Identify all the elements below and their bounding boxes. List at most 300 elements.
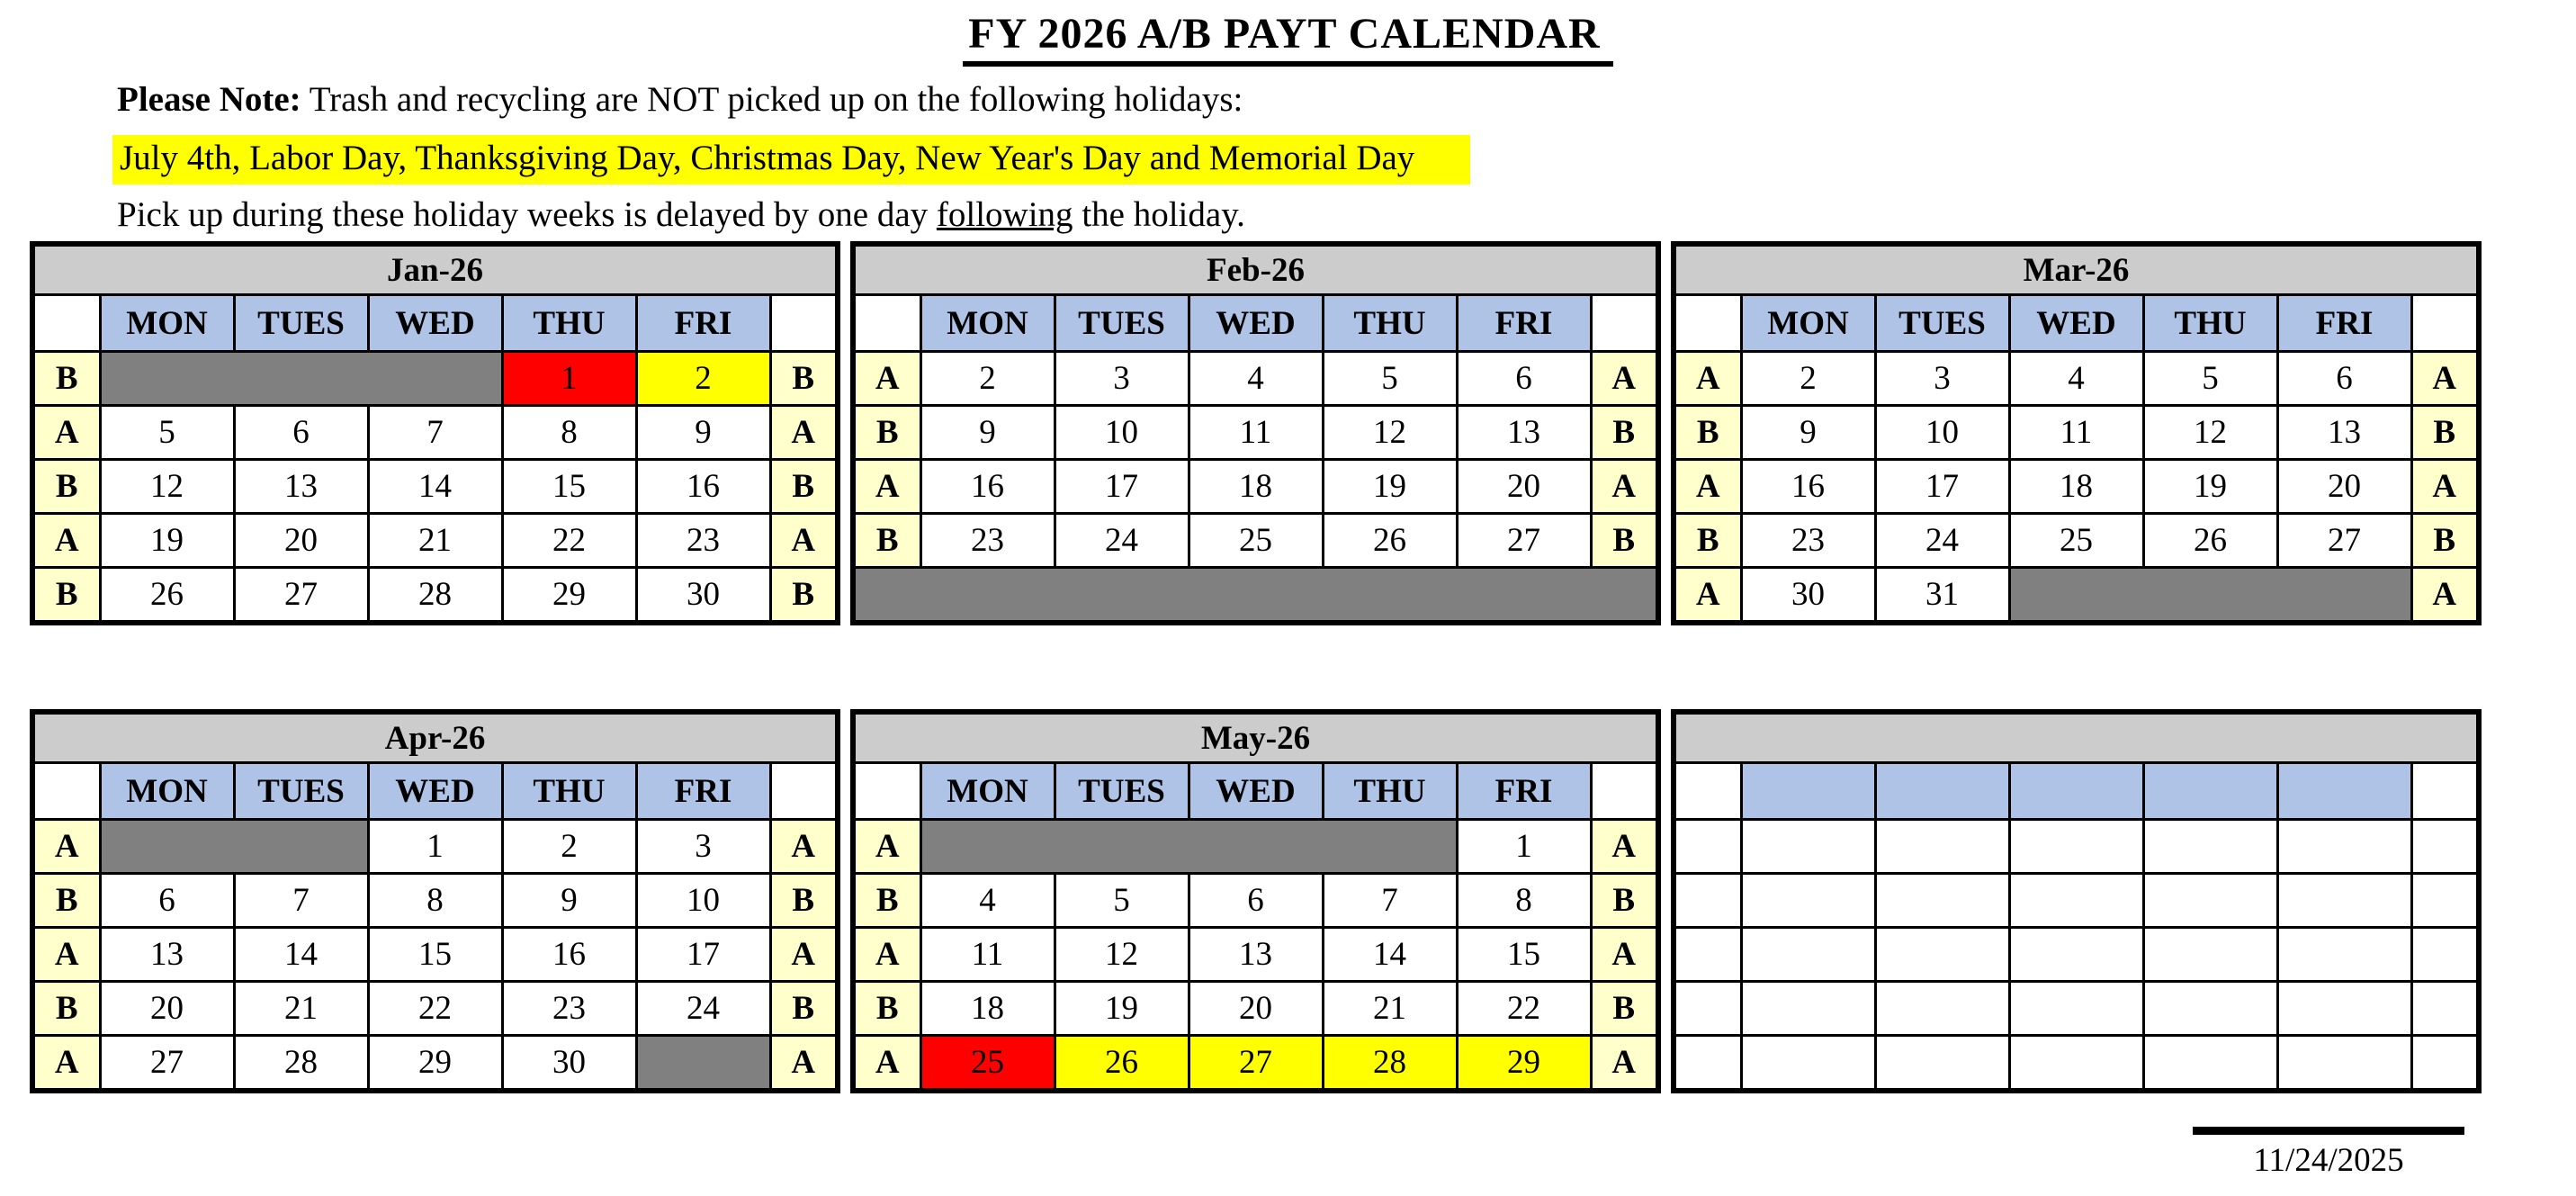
day-cell — [2143, 820, 2277, 874]
day-cell: 2 — [502, 820, 636, 874]
week-label: A — [770, 928, 838, 982]
day-cell — [2277, 1036, 2411, 1092]
week-row — [1674, 514, 2479, 568]
day-cell: 20 — [1457, 460, 1591, 514]
day-cell: 6 — [1189, 874, 1323, 928]
day-cell: 15 — [1457, 928, 1591, 982]
week-label — [2411, 820, 2479, 874]
week-label: A — [853, 1036, 920, 1092]
day-cell: 1 — [1457, 820, 1591, 874]
week-row — [32, 982, 838, 1036]
week-label: A — [2411, 460, 2479, 514]
week-label — [1674, 928, 1741, 982]
delay-text-suffix: the holiday. — [1073, 195, 1245, 234]
day-cell: 9 — [636, 406, 770, 460]
header-corner — [853, 763, 920, 820]
day-cell: 14 — [1323, 928, 1457, 982]
day-cell — [1875, 820, 2009, 874]
day-cell: 29 — [502, 568, 636, 624]
week-row — [32, 460, 838, 514]
day-header: WED — [1189, 295, 1323, 352]
header-corner — [32, 295, 100, 352]
day-header: MON — [1741, 295, 1875, 352]
week-label: B — [853, 406, 920, 460]
week-label: A — [853, 352, 920, 406]
header-corner — [853, 295, 920, 352]
day-cell: 20 — [234, 514, 368, 568]
day-cell: 2 — [1741, 352, 1875, 406]
week-label: B — [770, 352, 838, 406]
day-cell — [2277, 982, 2411, 1036]
week-label: B — [32, 982, 100, 1036]
day-header — [1875, 763, 2009, 820]
day-cell: 7 — [368, 406, 502, 460]
day-header: FRI — [1457, 763, 1591, 820]
month-title — [1674, 712, 2479, 763]
day-cell: 24 — [1875, 514, 2009, 568]
week-label — [1674, 820, 1741, 874]
week-label: B — [2411, 514, 2479, 568]
day-cell: 21 — [234, 982, 368, 1036]
day-cell: 16 — [1741, 460, 1875, 514]
day-cell: 4 — [2009, 352, 2143, 406]
day-cell: 27 — [1457, 514, 1591, 568]
week-row — [853, 352, 1658, 406]
day-cell — [2277, 820, 2411, 874]
day-cell: 24 — [636, 982, 770, 1036]
month-table-Mar-26 — [1671, 241, 2482, 625]
week-label: A — [1591, 1036, 1658, 1092]
day-cell: 23 — [920, 514, 1055, 568]
please-note-label: Please Note: — [117, 80, 301, 119]
day-cell — [1875, 1036, 2009, 1092]
month-table-Apr-26 — [30, 709, 840, 1093]
day-header — [2143, 763, 2277, 820]
day-cell: 16 — [502, 928, 636, 982]
week-row — [32, 568, 838, 624]
day-cell: 12 — [100, 460, 234, 514]
day-header — [1741, 763, 1875, 820]
week-row — [853, 874, 1658, 928]
day-cell: 5 — [100, 406, 234, 460]
week-label — [2411, 928, 2479, 982]
day-cell — [2009, 820, 2143, 874]
day-cell: 11 — [920, 928, 1055, 982]
week-label: B — [32, 874, 100, 928]
week-row — [853, 820, 1658, 874]
week-label: A — [1591, 460, 1658, 514]
week-label — [2411, 982, 2479, 1036]
day-cell: 4 — [1189, 352, 1323, 406]
day-cell — [1875, 874, 2009, 928]
day-cell: 3 — [636, 820, 770, 874]
day-cell — [2143, 874, 2277, 928]
delay-text-following: following — [936, 195, 1073, 234]
day-cell: 16 — [636, 460, 770, 514]
day-cell: 31 — [1875, 568, 2009, 624]
day-cell: 24 — [1055, 514, 1189, 568]
week-label: B — [770, 460, 838, 514]
day-cell — [1875, 982, 2009, 1036]
day-header-row — [32, 295, 838, 352]
month-table-Feb-26 — [850, 241, 1661, 625]
month-title: Mar-26 — [1674, 244, 2479, 295]
header-corner — [770, 295, 838, 352]
day-cell: 19 — [2143, 460, 2277, 514]
day-header: WED — [1189, 763, 1323, 820]
week-label: A — [1591, 928, 1658, 982]
week-row — [32, 406, 838, 460]
day-cell: 15 — [368, 928, 502, 982]
day-cell — [2009, 1036, 2143, 1092]
day-cell: 11 — [1189, 406, 1323, 460]
day-cell — [2143, 1036, 2277, 1092]
week-label: B — [2411, 406, 2479, 460]
day-cell: 1 — [368, 820, 502, 874]
day-cell: 20 — [1189, 982, 1323, 1036]
day-cell: 8 — [502, 406, 636, 460]
day-header: TUES — [234, 295, 368, 352]
week-row — [853, 1036, 1658, 1092]
month-table-May-26 — [850, 709, 1661, 1093]
day-header: WED — [368, 295, 502, 352]
month-band-row — [32, 712, 838, 763]
day-header-row — [853, 763, 1658, 820]
day-cell: 12 — [1055, 928, 1189, 982]
blocked-cell — [2009, 568, 2411, 624]
week-label: A — [32, 820, 100, 874]
week-label: B — [853, 514, 920, 568]
day-cell: 28 — [234, 1036, 368, 1092]
week-row — [1674, 352, 2479, 406]
day-cell: 14 — [234, 928, 368, 982]
day-header: MON — [100, 295, 234, 352]
blocked-row — [853, 568, 1658, 624]
week-row — [1674, 1036, 2479, 1092]
header-corner — [1591, 763, 1658, 820]
week-label: A — [1674, 460, 1741, 514]
delay-text-prefix: Pick up during these holiday weeks is delayed by one day — [117, 195, 937, 234]
week-row — [1674, 874, 2479, 928]
revision-date: 11/24/2025 — [2253, 1142, 2404, 1179]
day-header: THU — [502, 763, 636, 820]
day-cell: 26 — [2143, 514, 2277, 568]
week-row — [32, 352, 838, 406]
week-label — [1674, 874, 1741, 928]
month-band-row — [853, 712, 1658, 763]
page-title — [0, 9, 2576, 58]
day-cell: 18 — [920, 982, 1055, 1036]
day-cell — [2143, 982, 2277, 1036]
day-header — [2277, 763, 2411, 820]
page-title-text: FY 2026 A/B PAYT CALENDAR — [963, 10, 1612, 67]
blocked-cell — [100, 352, 502, 406]
day-cell: 30 — [502, 1036, 636, 1092]
week-label: A — [853, 928, 920, 982]
day-cell: 17 — [1055, 460, 1189, 514]
week-label — [1674, 982, 1741, 1036]
day-header-row — [1674, 295, 2479, 352]
week-label: A — [32, 928, 100, 982]
month-title: Feb-26 — [853, 244, 1658, 295]
day-cell: 13 — [100, 928, 234, 982]
week-label: B — [770, 568, 838, 624]
week-label: A — [770, 514, 838, 568]
day-header: TUES — [234, 763, 368, 820]
day-header-row — [853, 295, 1658, 352]
day-cell: 18 — [1189, 460, 1323, 514]
week-label: B — [1591, 874, 1658, 928]
day-cell: 3 — [1875, 352, 2009, 406]
day-header: THU — [502, 295, 636, 352]
week-label: A — [1674, 568, 1741, 624]
note-line-holiday-list-highlighted: July 4th, Labor Day, Thanksgiving Day, Christmas Day, New Year's Day and Memorial Day — [112, 135, 1470, 184]
day-header: FRI — [636, 763, 770, 820]
day-cell: 22 — [368, 982, 502, 1036]
week-label: A — [770, 820, 838, 874]
holiday-day-cell: 29 — [1457, 1036, 1591, 1092]
month-title: May-26 — [853, 712, 1658, 763]
day-cell: 27 — [2277, 514, 2411, 568]
header-corner — [32, 763, 100, 820]
day-cell: 6 — [1457, 352, 1591, 406]
day-cell: 18 — [2009, 460, 2143, 514]
day-cell: 19 — [1323, 460, 1457, 514]
day-header-row — [1674, 763, 2479, 820]
day-header: TUES — [1875, 295, 2009, 352]
calendar-row-2 — [30, 709, 2491, 1093]
week-label: B — [1674, 406, 1741, 460]
day-cell: 30 — [636, 568, 770, 624]
blocked-cell — [920, 820, 1457, 874]
header-corner — [2411, 763, 2479, 820]
day-header-row — [32, 763, 838, 820]
header-corner — [2411, 295, 2479, 352]
day-header: THU — [1323, 295, 1457, 352]
week-label: A — [2411, 568, 2479, 624]
day-cell: 10 — [1875, 406, 2009, 460]
day-header: FRI — [636, 295, 770, 352]
day-cell: 8 — [368, 874, 502, 928]
week-row — [853, 406, 1658, 460]
day-cell: 19 — [100, 514, 234, 568]
day-header: FRI — [2277, 295, 2411, 352]
day-cell — [2009, 928, 2143, 982]
week-row — [1674, 568, 2479, 624]
month-band-row — [1674, 244, 2479, 295]
day-cell: 13 — [1457, 406, 1591, 460]
week-label: A — [1674, 352, 1741, 406]
day-cell: 17 — [1875, 460, 2009, 514]
week-label: B — [1591, 514, 1658, 568]
week-label: A — [770, 406, 838, 460]
day-cell: 9 — [1741, 406, 1875, 460]
blocked-cell — [636, 1036, 770, 1092]
week-row — [32, 514, 838, 568]
month-band-row — [32, 244, 838, 295]
day-cell: 6 — [234, 406, 368, 460]
day-cell: 21 — [1323, 982, 1457, 1036]
holiday-day-cell: 26 — [1055, 1036, 1189, 1092]
week-label: A — [32, 1036, 100, 1092]
day-cell: 9 — [502, 874, 636, 928]
note-line-holidays-intro — [117, 79, 1243, 120]
week-label: B — [32, 568, 100, 624]
holiday-day-cell: 25 — [920, 1036, 1055, 1092]
day-cell: 14 — [368, 460, 502, 514]
week-row — [1674, 982, 2479, 1036]
week-label: B — [853, 874, 920, 928]
day-cell: 26 — [1323, 514, 1457, 568]
day-cell: 28 — [368, 568, 502, 624]
day-cell: 4 — [920, 874, 1055, 928]
day-cell: 15 — [502, 460, 636, 514]
calendar-row-1 — [30, 241, 2491, 625]
day-cell: 22 — [502, 514, 636, 568]
week-label: A — [32, 406, 100, 460]
day-cell: 23 — [1741, 514, 1875, 568]
week-row — [32, 928, 838, 982]
week-label — [1674, 1036, 1741, 1092]
week-label: A — [853, 820, 920, 874]
day-cell — [2143, 928, 2277, 982]
day-cell: 2 — [920, 352, 1055, 406]
week-label: A — [1591, 820, 1658, 874]
week-label: B — [1674, 514, 1741, 568]
day-header: MON — [920, 295, 1055, 352]
week-label: B — [853, 982, 920, 1036]
day-cell — [2009, 874, 2143, 928]
week-row — [853, 928, 1658, 982]
week-row — [853, 568, 1658, 624]
note-intro-text: Trash and recycling are NOT picked up on the following holidays: — [301, 80, 1243, 119]
week-row — [1674, 460, 2479, 514]
day-cell: 22 — [1457, 982, 1591, 1036]
day-cell: 13 — [2277, 406, 2411, 460]
day-cell: 25 — [2009, 514, 2143, 568]
day-cell: 25 — [1189, 514, 1323, 568]
day-header: FRI — [1457, 295, 1591, 352]
day-header: MON — [100, 763, 234, 820]
week-label: B — [1591, 406, 1658, 460]
week-label: A — [853, 460, 920, 514]
day-cell: 27 — [100, 1036, 234, 1092]
week-label: A — [32, 514, 100, 568]
day-cell: 30 — [1741, 568, 1875, 624]
header-corner — [1674, 763, 1741, 820]
day-header: TUES — [1055, 295, 1189, 352]
blocked-cell — [100, 820, 368, 874]
month-table-Jan-26 — [30, 241, 840, 625]
day-cell: 20 — [2277, 460, 2411, 514]
header-corner — [1674, 295, 1741, 352]
day-header: THU — [2143, 295, 2277, 352]
holiday-day-cell: 1 — [502, 352, 636, 406]
month-band-row — [853, 244, 1658, 295]
week-row — [1674, 406, 2479, 460]
week-label — [2411, 1036, 2479, 1092]
day-header: WED — [2009, 295, 2143, 352]
week-label: A — [2411, 352, 2479, 406]
day-cell — [1741, 820, 1875, 874]
month-title: Jan-26 — [32, 244, 838, 295]
day-cell: 5 — [1323, 352, 1457, 406]
day-cell: 12 — [1323, 406, 1457, 460]
week-label: B — [32, 352, 100, 406]
day-cell: 21 — [368, 514, 502, 568]
week-label: B — [1591, 982, 1658, 1036]
day-cell: 27 — [234, 568, 368, 624]
day-cell: 5 — [1055, 874, 1189, 928]
day-cell: 7 — [1323, 874, 1457, 928]
day-cell: 7 — [234, 874, 368, 928]
day-cell: 11 — [2009, 406, 2143, 460]
week-label — [2411, 874, 2479, 928]
week-row — [853, 460, 1658, 514]
day-cell: 6 — [100, 874, 234, 928]
week-label: A — [770, 1036, 838, 1092]
day-cell: 5 — [2143, 352, 2277, 406]
day-cell: 8 — [1457, 874, 1591, 928]
month-table-blank — [1671, 709, 2482, 1093]
week-row — [853, 514, 1658, 568]
day-cell — [1875, 928, 2009, 982]
day-header: TUES — [1055, 763, 1189, 820]
week-row — [32, 820, 838, 874]
day-header: THU — [1323, 763, 1457, 820]
footer-divider-line — [2193, 1127, 2464, 1135]
day-cell: 17 — [636, 928, 770, 982]
day-cell — [1741, 982, 1875, 1036]
note-line-delay — [117, 194, 1245, 235]
month-title: Apr-26 — [32, 712, 838, 763]
header-corner — [770, 763, 838, 820]
week-row — [853, 982, 1658, 1036]
day-cell: 23 — [502, 982, 636, 1036]
header-corner — [1591, 295, 1658, 352]
day-cell: 13 — [234, 460, 368, 514]
week-row — [32, 874, 838, 928]
day-cell — [2009, 982, 2143, 1036]
week-label: B — [32, 460, 100, 514]
week-label: B — [770, 874, 838, 928]
day-cell — [2277, 928, 2411, 982]
day-cell: 12 — [2143, 406, 2277, 460]
day-cell: 16 — [920, 460, 1055, 514]
day-cell: 10 — [1055, 406, 1189, 460]
week-row — [1674, 928, 2479, 982]
day-cell: 19 — [1055, 982, 1189, 1036]
month-band-row — [1674, 712, 2479, 763]
day-cell: 20 — [100, 982, 234, 1036]
day-cell: 29 — [368, 1036, 502, 1092]
day-cell: 13 — [1189, 928, 1323, 982]
day-cell — [1741, 1036, 1875, 1092]
holiday-day-cell: 2 — [636, 352, 770, 406]
holiday-day-cell: 28 — [1323, 1036, 1457, 1092]
day-cell: 9 — [920, 406, 1055, 460]
day-header — [2009, 763, 2143, 820]
day-cell: 10 — [636, 874, 770, 928]
week-row — [32, 1036, 838, 1092]
day-header: WED — [368, 763, 502, 820]
holiday-day-cell: 27 — [1189, 1036, 1323, 1092]
day-cell — [1741, 874, 1875, 928]
day-cell: 3 — [1055, 352, 1189, 406]
day-cell: 6 — [2277, 352, 2411, 406]
day-cell — [2277, 874, 2411, 928]
day-cell: 26 — [100, 568, 234, 624]
